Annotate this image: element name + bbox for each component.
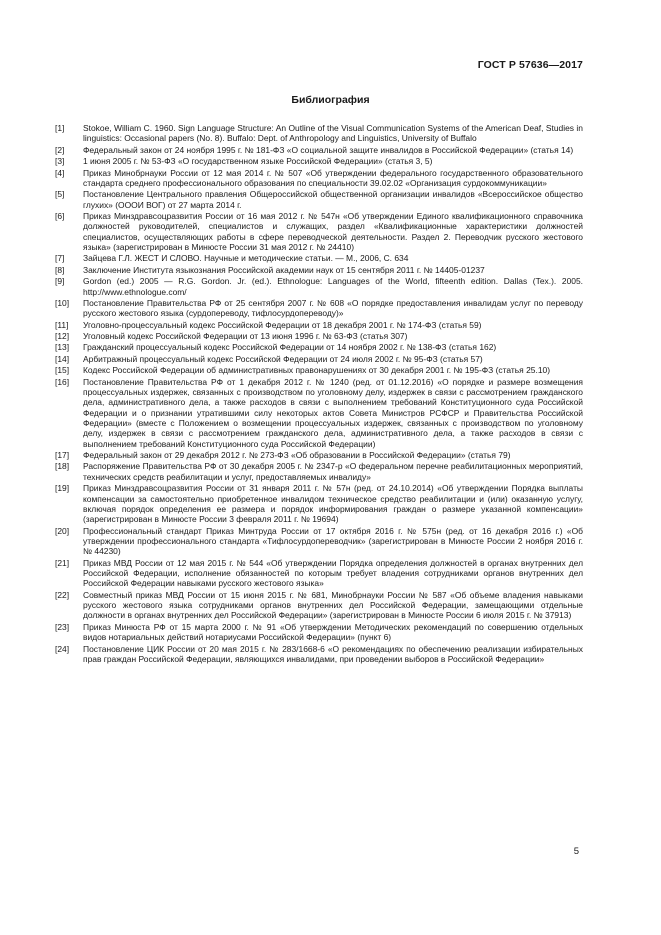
entry-text: Кодекс Российской Федерации об административных правонарушениях от 30 декабря 2001 г. № 195-ФЗ (статья 25.10) — [83, 365, 551, 376]
bibliography-entry — [55, 365, 583, 375]
bibliography-list — [55, 123, 583, 665]
bibliography-entry — [55, 483, 583, 524]
entry-text: Приказ Минобрнауки России от 12 мая 2014 г. № 507 «Об утверждении федерального государственного образовательного стандарта среднего профессионального образования по специальности 39.02.02 «Организация сурдокоммуникации» — [83, 167, 583, 188]
entry-text: Уголовный кодекс Российской Федерации от 13 июня 1996 г. № 63-ФЗ (статья 307) — [83, 331, 408, 342]
entry-text: Федеральный закон от 24 ноября 1995 г. № 181-ФЗ «О социальной защите инвалидов в Российской Федерации» (статья 14) — [83, 144, 574, 155]
entry-text: Федеральный закон от 29 декабря 2012 г. № 273-ФЗ «Об образовании в Российской Федерации» (статья 79) — [83, 450, 511, 461]
entry-number: [18] — [55, 461, 70, 472]
entry-number: [19] — [55, 483, 70, 494]
entry-text: Stokoe, William C. 1960. Sign Language Structure: An Outline of the Visual Communication Systems of the American Deaf, Studies in linguistics: Occasional papers (No. 8). Buffalo: Dept. of Anthropology and Linguistics, University of Buffalo — [83, 123, 583, 144]
entry-number: [23] — [55, 621, 70, 632]
entry-number: [15] — [55, 365, 70, 376]
bibliography-entry — [55, 450, 583, 460]
entry-number: [6] — [55, 210, 65, 221]
entry-text: Профессиональный стандарт Приказ Минтруда России от 17 октября 2016 г. № 575н (ред. от 16 декабря 2016 г.) «Об утверждении профессионального стандарта «Тифлосурдопереводчик» (зарегистрирован в Минюсте России 2 ноября 2016 г. № 44230) — [83, 525, 583, 557]
bibliography-entry — [55, 298, 583, 319]
entry-text: Постановление Центрального правления Общероссийской общественной организации инвалидов «Всероссийское общество глухих» (ОООИ ВОГ) от 27 марта 2014 г. — [83, 189, 583, 210]
entry-text: Совместный приказ МВД России от 15 июня 2015 г. № 681, Минобрнауки России № 587 «Об объеме владения навыками русского жестового языка сотрудниками органов внутренних дел Российской Федерации, замещающими отдельные должности в органах внутренних дел Российской Федерации» (зарегистрирован в Минюсте России 6 июля 2015 г. № 37913) — [83, 589, 583, 621]
bibliography-entry — [55, 377, 583, 449]
entry-number: [1] — [55, 123, 65, 133]
bibliography-entry — [55, 123, 583, 144]
entry-number: [13] — [55, 342, 70, 353]
document-code: ГОСТ Р 57636—2017 — [477, 59, 583, 71]
entry-number: [17] — [55, 450, 70, 461]
bibliography-entry — [55, 644, 583, 665]
bibliography-entry — [55, 342, 583, 352]
entry-number: [16] — [55, 376, 70, 387]
entry-text: 1 июня 2005 г. № 53-ФЗ «О государственном языке Российской Федерации» (статья 3, 5) — [83, 156, 433, 167]
bibliography-entry — [55, 211, 583, 252]
entry-text: Приказ Минюста РФ от 15 марта 2000 г. № 91 «Об утверждении Методических рекомендаций по совершению отдельных видов нотариальных действий нотариусами Российской Федерации» (пункт 6) — [83, 621, 583, 643]
page-number: 5 — [573, 846, 579, 857]
bibliography-entry — [55, 622, 583, 643]
entry-number: [12] — [55, 331, 70, 342]
entry-text: Приказ Минздравсоцразвития России от 31 января 2011 г. № 57н (ред. от 24.10.2014) «Об утверждении Порядка выплаты компенсации за самостоятельно приобретенное инвалидом техническое средство реабилитации и (или) оказанную услугу, включая порядок определения ее размера и порядок информирования граждан о размере указанной компенсации» (зарегистрирован в Минюсте России 3 февраля 2011 г. № 19694) — [83, 483, 583, 525]
entry-number: [21] — [55, 557, 70, 568]
entry-text: Gordon (ed.) 2005 — R.G. Gordon. Jr. (ed.). Ethnologue: Languages of the World, fifteenth edition. Dallas (Tex.). 2005. http://www.ethnologue.com/ — [83, 276, 583, 297]
bibliography-entry — [55, 265, 583, 275]
bibliography-entry — [55, 590, 583, 621]
entry-number: [3] — [55, 156, 65, 167]
entry-number: [8] — [55, 264, 65, 275]
entry-text: Приказ Минздравсоцразвития России от 16 мая 2012 г. № 547н «Об утверждении Единого квалификационного справочника должностей руководителей, специалистов и служащих, раздел «Квалификационные характеристики должностей специалистов, осуществляющих работы в сфере переводческой деятельности. Раздел 2. Переводчик русского жестового языка» (зарегистрирован в Минюсте России 31 мая 2012 г. № 24410) — [83, 210, 583, 253]
bibliography-entry — [55, 526, 583, 557]
bibliography-entry — [55, 276, 583, 297]
entry-text: Распоряжение Правительства РФ от 30 декабря 2005 г. № 2347-р «О федеральном перечне реабилитационных мероприятий, технических средств реабилитации и услуг, предоставляемых инвалиду» — [83, 461, 583, 482]
entry-number: [5] — [55, 189, 65, 200]
page-title: Библиография — [291, 94, 370, 106]
entry-number: [10] — [55, 297, 70, 308]
entry-number: [7] — [55, 253, 65, 264]
entry-number: [22] — [55, 589, 70, 600]
entry-text: Гражданский процессуальный кодекс Российской Федерации от 14 ноября 2002 г. № 138-ФЗ (статья 162) — [83, 342, 497, 353]
bibliography-entry — [55, 558, 583, 589]
entry-text: Уголовно-процессуальный кодекс Российской Федерации от 18 декабря 2001 г. № 174-ФЗ (статья 59) — [83, 319, 482, 330]
bibliography-entry — [55, 156, 583, 166]
entry-text: Приказ МВД России от 12 мая 2015 г. № 544 «Об утверждении Порядка определения должностей в органах внутренних дел Российской Федерации, исполнение обязанностей по которым требует владения сотрудниками органов внутренних дел Российской Федерации навыками русского жестового языка» — [83, 557, 583, 589]
entry-text: Постановление ЦИК России от 20 мая 2015 г. № 283/1668-6 «О рекомендациях по обеспечению реализации избирательных прав граждан Российской Федерации, являющихся инвалидами, при проведении выборов в Российской Федерации» — [83, 643, 583, 664]
bibliography-entry — [55, 253, 583, 263]
entry-number: [11] — [55, 319, 69, 330]
bibliography-entry — [55, 354, 583, 364]
entry-number: [14] — [55, 353, 70, 364]
bibliography-entry — [55, 168, 583, 189]
entry-number: [9] — [55, 276, 65, 287]
entry-number: [20] — [55, 525, 70, 536]
entry-text: Зайцева Г.Л. ЖЕСТ И СЛОВО. Научные и методические статьи. — М., 2006, С. 634 — [83, 253, 409, 264]
entry-text: Арбитражный процессуальный кодекс Российской Федерации от 24 июля 2002 г. № 95-ФЗ (статья 57) — [83, 353, 483, 364]
entry-text: Заключение Института языкознания Российской академии наук от 15 сентября 2011 г. № 14405-01237 — [83, 264, 485, 275]
entry-text: Постановление Правительства РФ от 1 декабря 2012 г. № 1240 (ред. от 01.12.2016) «О порядке и размере возмещения процессуальных издержек, связанных с производством по уголовному делу, издержек в связи с рассмотрением гражданского дела, административного дела, а также расходов в связи с выполнением требований Конституционного суда Российской Федерации и о признании утратившими силу некоторых актов Совета Министров РСФСР и Правительства Российской Федерации» (вместе с Положением о возмещении процессуальных издержек, связанных с производством по уголовному делу, издержек в связи с рассмотрением гражданского дела, административного дела, а также расходов в связи с выполнением требований Конституционного суда Российской Федерации) — [83, 376, 583, 449]
entry-number: [24] — [55, 643, 70, 654]
bibliography-entry — [55, 461, 583, 482]
bibliography-entry — [55, 320, 583, 330]
entry-text: Постановление Правительства РФ от 25 сентября 2007 г. № 608 «О порядке предоставления инвалидам услуг по переводу русского жестового языка (сурдопереводу, тифлосурдопереводу)» — [83, 297, 583, 319]
bibliography-entry — [55, 189, 583, 210]
entry-number: [4] — [55, 167, 65, 178]
bibliography-entry — [55, 145, 583, 155]
entry-number: [2] — [55, 144, 65, 155]
bibliography-entry — [55, 331, 583, 341]
